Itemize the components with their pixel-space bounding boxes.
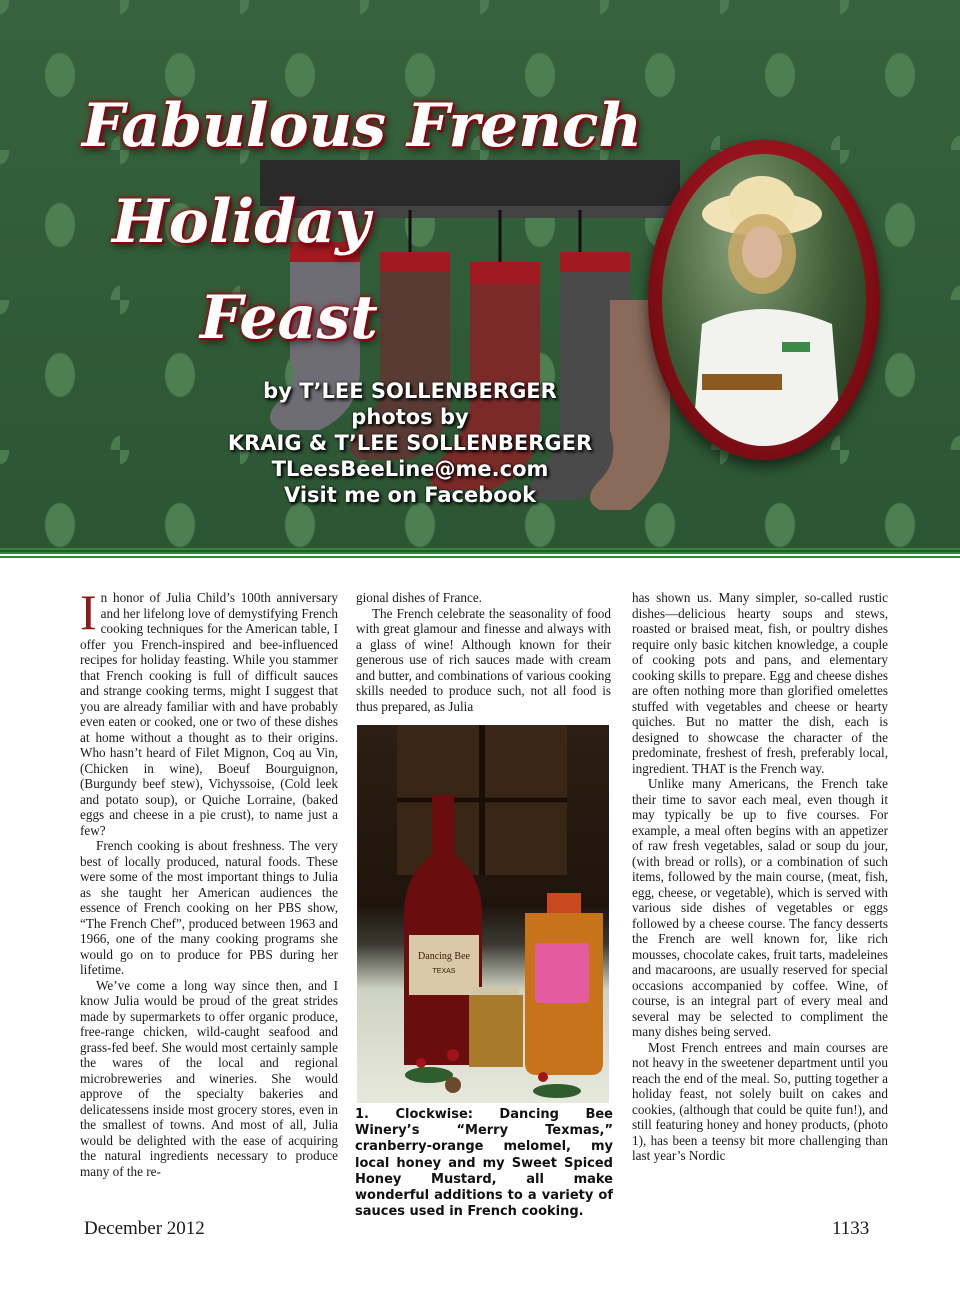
author-portrait-frame — [648, 140, 880, 460]
bottle-label: Dancing Bee — [418, 951, 470, 962]
honey-products-image — [357, 725, 609, 1103]
paragraph: In honor of Julia Child’s 100th anniversary and her lifelong love of demystifying French cooking techniques for the American table, I offer you French-inspired and bee-influenced recipes for holiday feasting. While you stammer that French cooking is full of difficult sauces and strange cooking terms, might I suggest that you are already familiar with and have probably even eaten or cooked, one or two of these dishes at home without a thought as to their origins. Who hasn’t heard of Filet Mignon, Coq au Vin, (Chicken in wine), Boeuf Bourguignon, (Burgundy beef stew), Vichyssoise, (Cold leek and potato soup), or Quiche Lorraine, (baked eggs and cheese in a pie crust), to name just a few? — [80, 584, 338, 838]
paragraph: Most French entrees and main courses are not heavy in the sweetener department until you reach the end of the meal. So, putting together a holiday feast, not solely built on cakes and cookies, (although that could be quite fun!), and still featuring honey and honey products, (photo 1), has been a teensy bit more challenging than last year’s Nordic — [632, 1039, 888, 1163]
credits-block — [140, 378, 680, 508]
paragraph: French cooking is about freshness. The very best of locally produced, natural foods. These were some of the most important things to Julia as she taught her American audiences the essence of French cooking on her PBS show, “The French Chef”, produced between 1963 and 1966, one of the many cooking programs she would go on to produce for PBS during her lifetime. — [80, 838, 338, 977]
paragraph: Unlike many Americans, the French take their time to savor each meal, even though it may typically be up to five courses. For example, a meal often begins with an appetizer of raw fresh vegetables, salad or soup du jour, (with bread or rolls), or a combination of such items, followed by the main course, (meat, fish, egg, cheese, or vegetable), which is served with various side dishes of vegetables or eggs followed by a cheese course. The fancy desserts the French are well known for, like rich mousses, chocolate cakes, fruit tarts, madeleines and macaroons, are usually reserved for special occasions accompanied by coffee. Wine, of course, is an integral part of every meal and several may be selected to compliment the many dishes being served. — [632, 776, 888, 1039]
article-column-2 — [356, 590, 611, 714]
divider-stripes — [0, 548, 960, 564]
author-email: TLeesBeeLine@me.com — [271, 457, 549, 481]
article-column-1 — [80, 584, 338, 1179]
photo-caption: 1. Clockwise: Dancing Bee Winery’s “Merry Texmas,” cranberry-orange melomel, my local honey and my Sweet Spiced Honey Mustard, all make wonderful additions to a variety of sauces used in French cooking. — [355, 1107, 613, 1220]
author-portrait — [662, 154, 866, 446]
photos-label: photos by — [351, 405, 469, 429]
title-line-1: Fabulous French — [82, 91, 642, 161]
title-line-3: Feast — [200, 283, 378, 353]
article-title — [60, 78, 700, 366]
hero-banner — [0, 0, 960, 552]
title-line-2: Holiday — [112, 187, 370, 257]
paragraph: has shown us. Many simpler, so-called rustic dishes—delicious hearty soups and stews, roasted or braised meat, fish, or poultry dishes require only basic kitchen knowledge, a couple of cooking pots and pans, and elementary cooking skills to prepare. Egg and cheese dishes are often nothing more than glorified omelettes stuffed with vegetables and cheese or hearty quiches. But no matter the dish, each is designed to showcase the character of the predominate, freshest of fresh, preferably local, ingredient. THAT is the French way. — [632, 590, 888, 776]
paragraph: gional dishes of France. — [356, 590, 482, 605]
issue-date: December 2012 — [84, 1218, 205, 1239]
page-number: 1133 — [832, 1218, 870, 1239]
facebook-note: Visit me on Facebook — [283, 483, 537, 507]
product-photo — [357, 725, 609, 1103]
article-column-3 — [632, 590, 888, 1164]
drop-cap: I — [80, 584, 97, 640]
paragraph: The French celebrate the seasonality of food with great glamour and finesse and always with a glass of wine! Although known for their generous use of rich sauces made with cream and butter, and combinations of various cooking skills needed to produce such, not all food is thus prepared, as Julia — [356, 605, 611, 714]
photographers: KRAIG & T’LEE SOLLENBERGER — [227, 431, 593, 455]
byline: by T’LEE SOLLENBERGER — [263, 379, 557, 403]
bottle-sublabel: TEXAS — [432, 968, 456, 975]
paragraph: We’ve come a long way since then, and I know Julia would be proud of the great strides made by supermarkets to offer organic produce, free-range chicken, wild-caught seafood and grass-fed beef. She would most certainly sample the wares of the local and regional microbreweries and wineries. She would approve of the specialty bakeries and delicatessens inside most grocery stores, even in the smallest of towns. And most of all, Julia would be delighted with the ease of acquiring the natural ingredients necessary to produce many of the re- — [80, 977, 338, 1179]
